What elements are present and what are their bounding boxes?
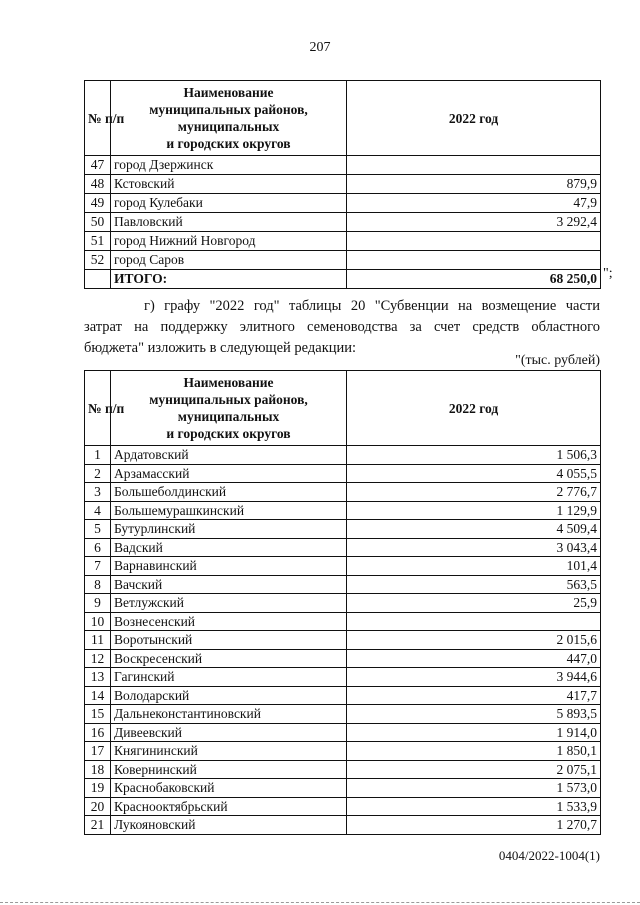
row-value: 4 055,5 — [347, 464, 601, 483]
row-number: 50 — [85, 213, 111, 232]
paragraph-line: затрат на поддержку элитного семеноводства за счет средств областного — [84, 319, 600, 335]
district-name: Дальнеконстантиновский — [111, 705, 347, 724]
row-value: 2 075,1 — [347, 760, 601, 779]
row-value — [347, 156, 601, 175]
table-row — [85, 464, 601, 483]
district-name: Краснооктябрьский — [111, 797, 347, 816]
row-value: 447,0 — [347, 649, 601, 668]
row-value: 1 573,0 — [347, 779, 601, 798]
row-number: 51 — [85, 232, 111, 251]
district-name: Варнавинский — [111, 557, 347, 576]
header-number-col: № п/п — [85, 81, 111, 156]
table-header-row — [85, 371, 601, 446]
header-name-col — [111, 371, 347, 446]
row-value: 4 509,4 — [347, 520, 601, 539]
row-number: 19 — [85, 779, 111, 798]
header-number-col: № п/п — [85, 371, 111, 446]
row-value: 101,4 — [347, 557, 601, 576]
table-row — [85, 760, 601, 779]
row-number: 48 — [85, 175, 111, 194]
row-number: 52 — [85, 251, 111, 270]
table-row — [85, 779, 601, 798]
district-name: Вознесенский — [111, 612, 347, 631]
row-number: 3 — [85, 483, 111, 502]
header-year-col: 2022 год — [347, 371, 601, 446]
table-row — [85, 816, 601, 835]
row-number: 12 — [85, 649, 111, 668]
table-row — [85, 649, 601, 668]
district-name: город Нижний Новгород — [111, 232, 347, 251]
page-number: 207 — [309, 40, 331, 55]
row-value: 2 776,7 — [347, 483, 601, 502]
district-name: Лукояновский — [111, 816, 347, 835]
district-name: Ветлужский — [111, 594, 347, 613]
row-value: 879,9 — [347, 175, 601, 194]
row-value: 47,9 — [347, 194, 601, 213]
header-year-col: 2022 год — [347, 81, 601, 156]
district-name: Вачский — [111, 575, 347, 594]
table-row — [85, 668, 601, 687]
row-value: 3 944,6 — [347, 668, 601, 687]
table-row — [85, 194, 601, 213]
row-number: 8 — [85, 575, 111, 594]
table-row — [85, 631, 601, 650]
table-row — [85, 575, 601, 594]
table-row — [85, 705, 601, 724]
row-value: 1 506,3 — [347, 446, 601, 465]
table-row — [85, 446, 601, 465]
row-number: 16 — [85, 723, 111, 742]
table-row — [85, 213, 601, 232]
row-number: 7 — [85, 557, 111, 576]
row-number: 21 — [85, 816, 111, 835]
row-number: 20 — [85, 797, 111, 816]
district-name: Арзамасский — [111, 464, 347, 483]
table-row — [85, 251, 601, 270]
table-row — [85, 612, 601, 631]
header-name-line: муниципальных районов, — [149, 102, 308, 117]
row-value: 417,7 — [347, 686, 601, 705]
row-number: 10 — [85, 612, 111, 631]
page-cut-line — [0, 902, 640, 903]
row-number: 4 — [85, 501, 111, 520]
table-row — [85, 742, 601, 761]
row-number: 13 — [85, 668, 111, 687]
total-empty-cell — [85, 270, 111, 289]
header-name-line: и городских округов — [166, 136, 291, 151]
district-name: Гагинский — [111, 668, 347, 687]
total-value: 68 250,0 — [347, 270, 601, 289]
district-name: Краснобаковский — [111, 779, 347, 798]
unit-note: "(тыс. рублей) — [515, 353, 600, 368]
district-name: Вадский — [111, 538, 347, 557]
row-value: 1 850,1 — [347, 742, 601, 761]
district-name: Павловский — [111, 213, 347, 232]
total-row — [85, 270, 601, 289]
row-value: 5 893,5 — [347, 705, 601, 724]
table-row — [85, 232, 601, 251]
row-number: 5 — [85, 520, 111, 539]
district-name: Бутурлинский — [111, 520, 347, 539]
table-row — [85, 797, 601, 816]
row-value: 1 129,9 — [347, 501, 601, 520]
row-value: 3 292,4 — [347, 213, 601, 232]
district-name: город Саров — [111, 251, 347, 270]
table-row — [85, 501, 601, 520]
subsidy-table-continued — [84, 80, 601, 289]
table-row — [85, 156, 601, 175]
paragraph-line: бюджета" изложить в следующей редакции: — [84, 340, 357, 356]
row-value — [347, 612, 601, 631]
table-row — [85, 520, 601, 539]
row-number: 18 — [85, 760, 111, 779]
row-number: 1 — [85, 446, 111, 465]
row-value — [347, 251, 601, 270]
row-value: 25,9 — [347, 594, 601, 613]
table-row — [85, 686, 601, 705]
district-name: Княгининский — [111, 742, 347, 761]
district-name: Ковернинский — [111, 760, 347, 779]
district-name: Большеболдинский — [111, 483, 347, 502]
paragraph-line: г) графу "2022 год" таблицы 20 "Субвенции на возмещение части — [144, 298, 600, 314]
district-name: Большемурашкинский — [111, 501, 347, 520]
row-value: 563,5 — [347, 575, 601, 594]
row-value: 3 043,4 — [347, 538, 601, 557]
row-number: 17 — [85, 742, 111, 761]
row-number: 6 — [85, 538, 111, 557]
district-name: город Дзержинск — [111, 156, 347, 175]
row-number: 14 — [85, 686, 111, 705]
row-number: 11 — [85, 631, 111, 650]
row-number: 9 — [85, 594, 111, 613]
header-name-line: Наименование — [183, 85, 274, 100]
district-name: Воротынский — [111, 631, 347, 650]
row-number: 49 — [85, 194, 111, 213]
amendment-paragraph — [84, 296, 600, 359]
row-number: 2 — [85, 464, 111, 483]
row-number: 47 — [85, 156, 111, 175]
table-header-row — [85, 81, 601, 156]
row-value — [347, 232, 601, 251]
closing-quote: "; — [603, 266, 613, 281]
header-name-line: муниципальных — [177, 409, 280, 424]
seed-subsidy-table — [84, 370, 601, 835]
table-row — [85, 594, 601, 613]
row-number: 15 — [85, 705, 111, 724]
row-value: 1 914,0 — [347, 723, 601, 742]
table-row — [85, 557, 601, 576]
header-name-line: Наименование — [183, 375, 274, 390]
district-name: город Кулебаки — [111, 194, 347, 213]
table-row — [85, 175, 601, 194]
row-value: 2 015,6 — [347, 631, 601, 650]
row-value: 1 270,7 — [347, 816, 601, 835]
district-name: Дивеевский — [111, 723, 347, 742]
table-row — [85, 483, 601, 502]
header-name-line: муниципальных — [177, 119, 280, 134]
table-row — [85, 538, 601, 557]
document-code: 0404/2022-1004(1) — [498, 848, 600, 863]
table-row — [85, 723, 601, 742]
district-name: Кстовский — [111, 175, 347, 194]
header-name-line: и городских округов — [166, 426, 291, 441]
district-name: Воскресенский — [111, 649, 347, 668]
district-name: Володарский — [111, 686, 347, 705]
header-name-line: муниципальных районов, — [149, 392, 308, 407]
row-value: 1 533,9 — [347, 797, 601, 816]
district-name: Ардатовский — [111, 446, 347, 465]
header-name-col — [111, 81, 347, 156]
total-label: ИТОГО: — [111, 270, 347, 289]
